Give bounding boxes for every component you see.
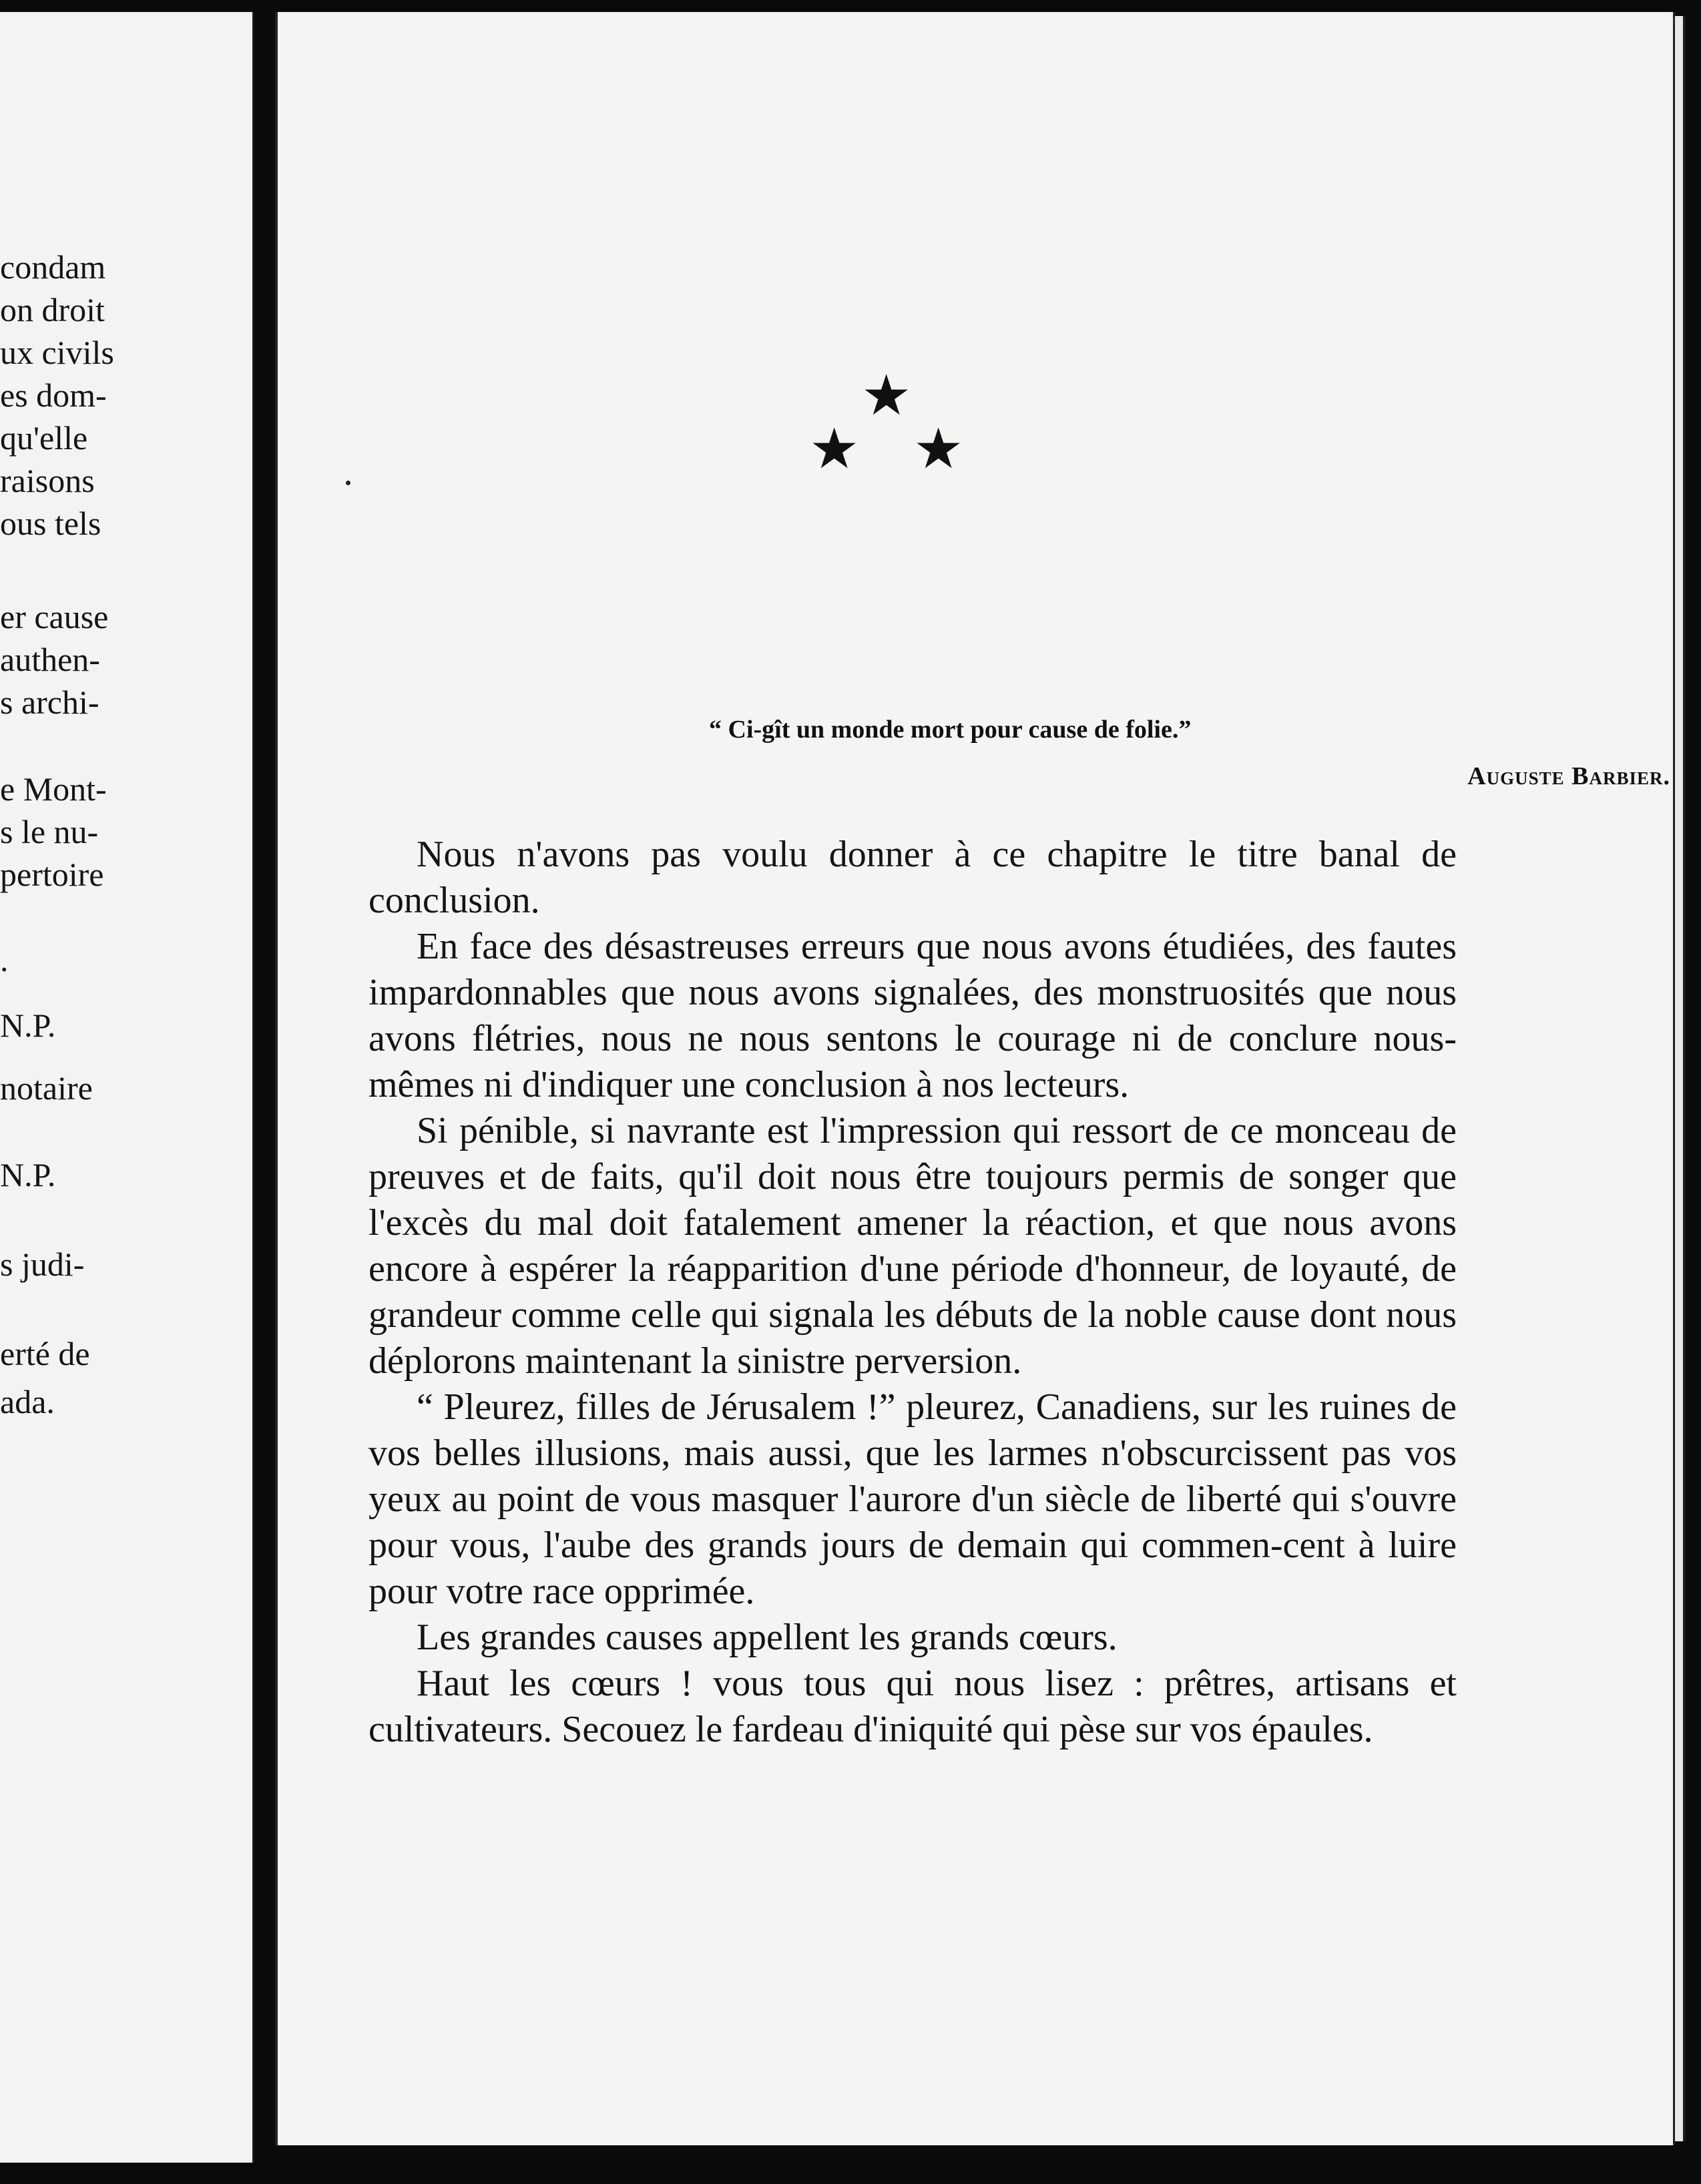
left-line: . [0,941,9,979]
epigraph-author: Auguste Barbier. [1467,762,1670,790]
paragraph: Haut les cœurs ! vous tous qui nous lisez : prêtres, artisans et cultivateurs. Secouez le fardeau d'iniquité qui pèse sur vos épaules. [369,1663,1457,1750]
paragraph: En face des désastreuses erreurs que nous avons étudiées, des fautes impardonnables que nous avons signalées, des monstruosités que nous avons flétries, nous ne nous sentons le courage ni de conclure nous-mêmes ni d'indiquer une conclusion à nos lecteurs. [369,926,1457,1105]
left-line: N.P. [0,1007,56,1044]
left-line: ada. [0,1383,55,1420]
left-line: authen- [0,641,100,678]
ink-speck [346,481,350,485]
left-page-fragment [0,12,254,2163]
epigraph-quote: “ Ci-gît un monde mort pour cause de folie.” [709,716,1192,744]
left-line: notaire [0,1069,93,1107]
star-icon: ★ [809,416,860,481]
paragraph: “ Pleurez, filles de Jérusalem !” pleurez, Canadiens, sur les ruines de vos belles illusions, mais aussi, que les larmes n'obscurcissent pas vos yeux au point de vous masquer l'aurore d'un siècle de liberté qui s'ouvre pour vous, l'aube des grands jours de demain qui commen-cent à luire pour votre race opprimée. [369,1386,1457,1612]
left-line: condam [0,248,106,286]
left-line: N.P. [0,1156,56,1193]
main-page [275,12,1675,2145]
paragraph: Les grandes causes appellent les grands cœurs. [417,1617,1118,1658]
left-line: e Mont- [0,770,107,808]
left-line: ux civils [0,334,114,371]
left-line: raisons [0,462,95,499]
star-icon: ★ [913,416,964,481]
left-line: ous tels [0,505,101,542]
paragraph: Nous n'avons pas voulu donner à ce chapitre le titre banal de conclusion. [369,834,1457,921]
paragraph: Si pénible, si navrante est l'impression qui ressort de ce monceau de preuves et de faits, qu'il doit nous être toujours permis de songer que l'excès du mal doit fatalement amener la réaction, et que nous avons encore à espérer la réapparition d'une période d'honneur, de loyauté, de grandeur comme celle qui signala les débuts de la noble cause dont nous déplorons maintenant la sinistre perversion. [369,1110,1457,1382]
chapter-body [369,832,1457,1753]
left-line: s judi- [0,1246,85,1283]
left-line: on droit [0,291,105,328]
left-line: er cause [0,598,109,635]
left-line: pertoire [0,856,104,893]
left-line: s le nu- [0,813,99,850]
left-line: es dom- [0,376,107,414]
left-page-lines [0,12,248,2163]
left-line: erté de [0,1335,90,1372]
star-icon: ★ [861,362,912,428]
left-line: s archi- [0,684,99,721]
left-line: qu'elle [0,419,88,457]
